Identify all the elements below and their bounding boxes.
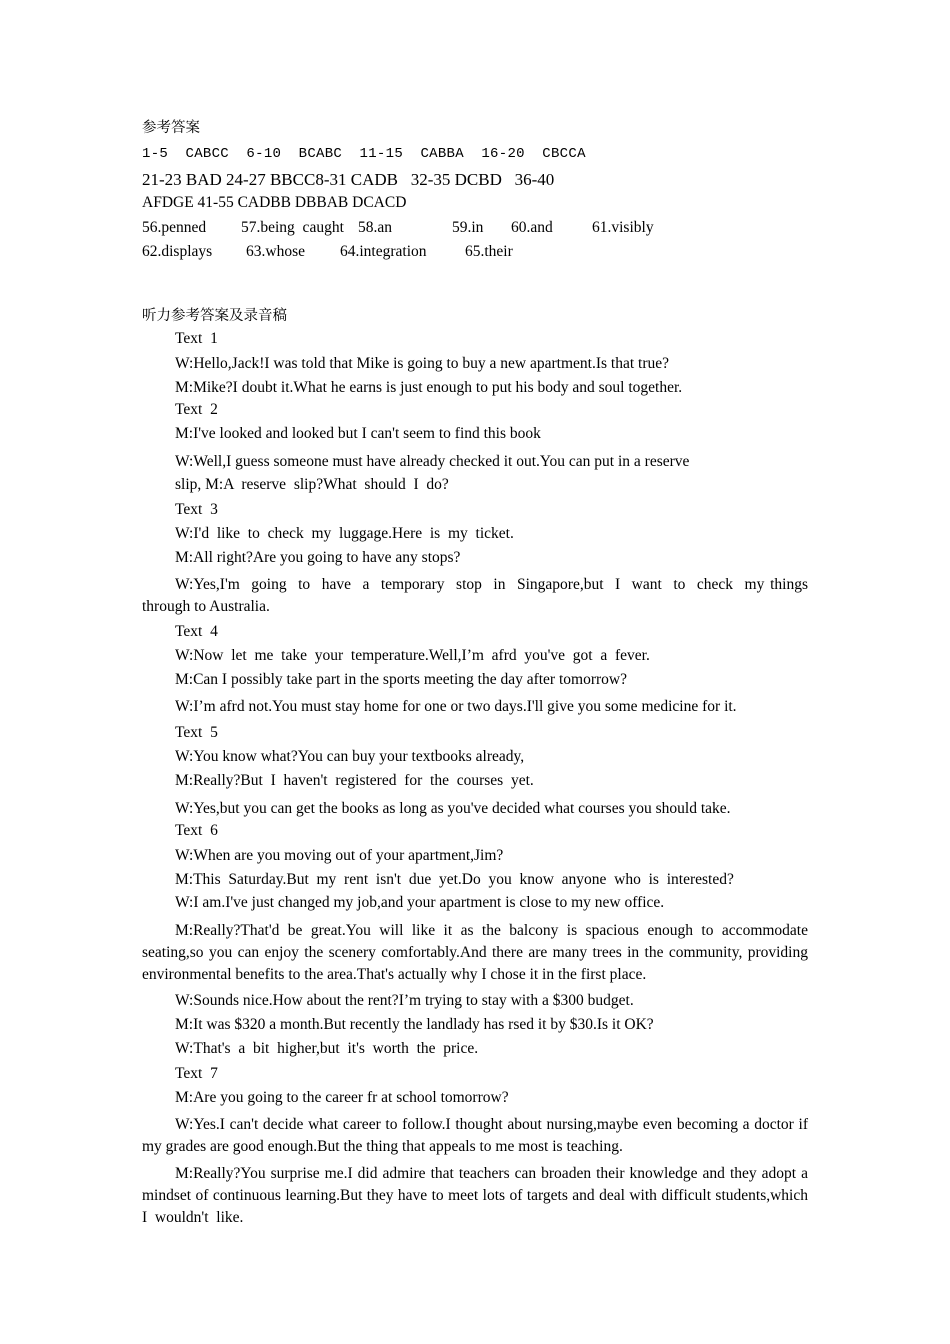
transcript-line: W:I am.I've just changed my job,and your apartment is close to my new office. <box>175 894 665 911</box>
transcript-line: slip, M:A reserve slip?What should I do? <box>175 476 449 493</box>
transcript-line: M:It was $320 a month.But recently the landlady has rsed it by $30.Is it OK? <box>175 1016 654 1033</box>
transcript-line: M:Mike?I doubt it.What he earns is just enough to put his body and soul together. <box>175 379 683 396</box>
transcript-line: M:All right?Are you going to have any stops? <box>175 549 461 566</box>
transcript-line: W:I'd like to check my luggage.Here is my ticket. <box>175 525 514 542</box>
transcript-line: W:Now let me take your temperature.Well,I’m afrd you've got a fever. <box>175 647 650 664</box>
transcript-line: W:When are you moving out of your apartment,Jim? <box>175 847 504 864</box>
transcript-line: M:Are you going to the career fr at school tomorrow? <box>175 1089 509 1106</box>
text-5-heading: Text 5 <box>175 724 218 741</box>
answers-row-2 <box>142 240 808 264</box>
transcript-line: M:This Saturday.But my rent isn't due yet.Do you know anyone who is interested? <box>175 871 734 888</box>
transcript-paragraph: M:Really?That'd be great.You will like it as the balcony is spacious enough to accommodate seating,so you can enjoy the scenery comfortably.And there are many trees in the community, providing environmental benefits to the area.That's actually why I chose it in the first place. <box>142 922 808 983</box>
transcript-paragraph: M:Really?You surprise me.I did admire that teachers can broaden their knowledge and they adopt a mindset of continuous learning.But they have to meet lots of targets and deal with difficult students,which I wouldn't like. <box>142 1165 816 1226</box>
transcript <box>142 328 816 1229</box>
answer-61: 61.visibly <box>592 219 654 236</box>
text-4-heading: Text 4 <box>175 623 218 640</box>
answers-line-2: 21-23 BAD 24-27 BBCC8-31 CADB 32-35 DCBD 36-40 <box>142 170 555 189</box>
answer-56: 56.penned <box>142 219 207 236</box>
transcript-paragraph: W:Yes,I'm going to have a temporary stop in Singapore,but I want to check my things through to Australia. <box>142 576 812 615</box>
transcript-line: W:That's a bit higher,but it's worth the price. <box>175 1040 479 1057</box>
text-2-heading: Text 2 <box>175 401 218 418</box>
transcript-line: W:You know what?You can buy your textbooks already, <box>175 748 525 765</box>
answers-line-3: AFDGE 41-55 CADBB DBBAB DCACD <box>142 194 407 211</box>
transcript-paragraph: W:Yes.I can't decide what career to follow.I thought about nursing,maybe even becoming a doctor if my grades are good enough.But the thing that appeals to me most is teaching. <box>142 1116 808 1155</box>
transcript-line: W:Yes,but you can get the books as long as you've decided what courses you should take. <box>175 800 731 817</box>
text-1-heading: Text 1 <box>175 330 218 347</box>
transcript-line: W:Well,I guess someone must have already checked it out.You can put in a reserve <box>175 453 690 470</box>
answer-64: 64.integration <box>340 243 427 260</box>
answer-58: 58.an <box>358 219 393 236</box>
answer-57: 57.being caught <box>241 219 344 236</box>
text-6-heading: Text 6 <box>175 822 218 839</box>
transcript-line: W:Hello,Jack!I was told that Mike is going to buy a new apartment.Is that true? <box>175 355 670 372</box>
listening-title: 听力参考答案及录音稿 <box>142 308 287 324</box>
answer-62: 62.displays <box>142 243 213 260</box>
text-3-heading: Text 3 <box>175 501 218 518</box>
answers-row-1 <box>142 216 808 240</box>
answer-63: 63.whose <box>246 243 305 260</box>
transcript-line: M:Really?But I haven't registered for the courses yet. <box>175 772 534 789</box>
answers-title: 参考答案 <box>142 120 200 136</box>
answers-line-1: 1-5 CABCC 6-10 BCABC 11-15 CABBA 16-20 CBCCA <box>142 146 586 162</box>
transcript-line: M:I've looked and looked but I can't seem to find this book <box>175 425 541 442</box>
answer-59: 59.in <box>452 219 484 236</box>
answer-60: 60.and <box>511 219 553 236</box>
transcript-line: W:Sounds nice.How about the rent?I’m trying to stay with a $300 budget. <box>175 992 634 1009</box>
text-7-heading: Text 7 <box>175 1065 218 1082</box>
answer-65: 65.their <box>465 243 513 260</box>
transcript-line: M:Can I possibly take part in the sports meeting the day after tomorrow? <box>175 671 627 688</box>
document-page <box>142 116 816 1229</box>
transcript-paragraph: W:I’m afrd not.You must stay home for one or two days.I'll give you some medicine for it. <box>175 698 737 715</box>
